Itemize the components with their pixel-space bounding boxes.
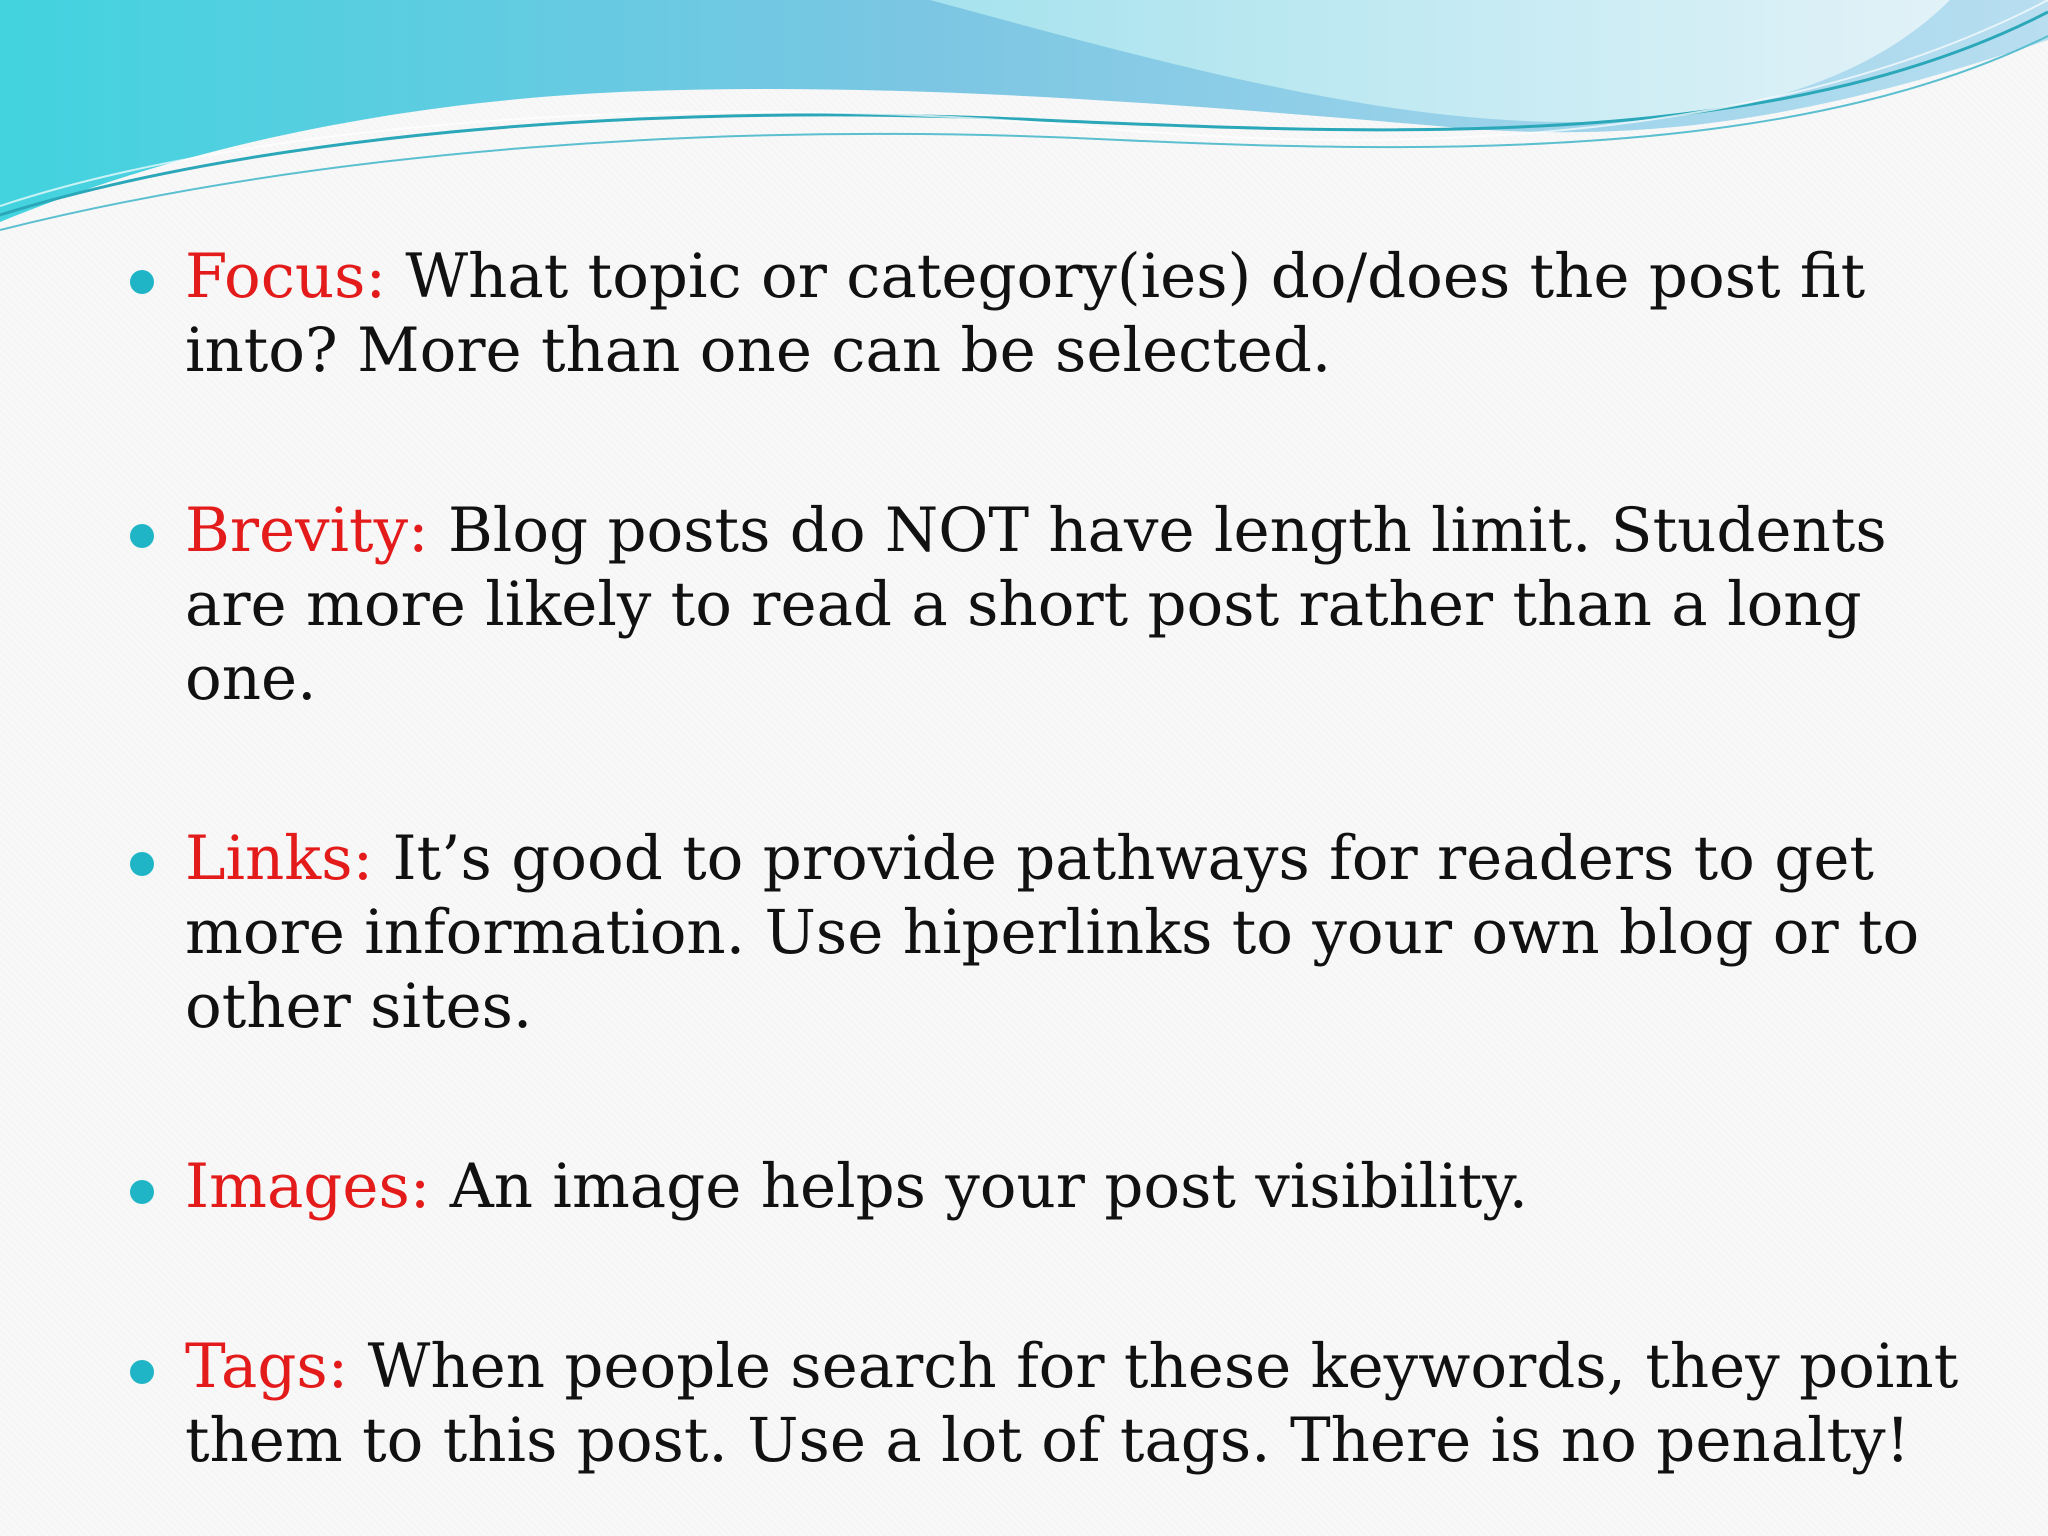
bullet-list [130,240,1990,1478]
list-item-links [130,822,1990,1044]
wave-header-decoration [0,0,2048,240]
list-item-images [130,1150,1990,1224]
text-focus: What topic or category(ies) do/does the post fit into? More than one can be selected. [185,241,1866,386]
term-brevity: Brevity: [185,495,429,566]
text-brevity: Blog posts do NOT have length limit. Students are more likely to read a short post rather than a long one. [185,495,1887,714]
text-tags: When people search for these keywords, they point them to this post. Use a lot of tags. There is no penalty! [185,1331,1959,1476]
text-links: It’s good to provide pathways for readers to get more information. Use hiperlinks to your own blog or to other sites. [185,823,1920,1042]
bullet-icon [130,852,154,876]
bullet-icon [130,1180,154,1204]
list-item-tags [130,1330,1990,1478]
bullet-icon [130,270,154,294]
term-links: Links: [185,823,374,894]
bullet-icon [130,524,154,548]
list-item-focus [130,240,1990,388]
text-images: An image helps your post visibility. [449,1151,1528,1222]
list-item-brevity [130,494,1990,716]
term-images: Images: [185,1151,431,1222]
bullet-icon [130,1360,154,1384]
term-tags: Tags: [185,1331,349,1402]
term-focus: Focus: [185,241,387,312]
